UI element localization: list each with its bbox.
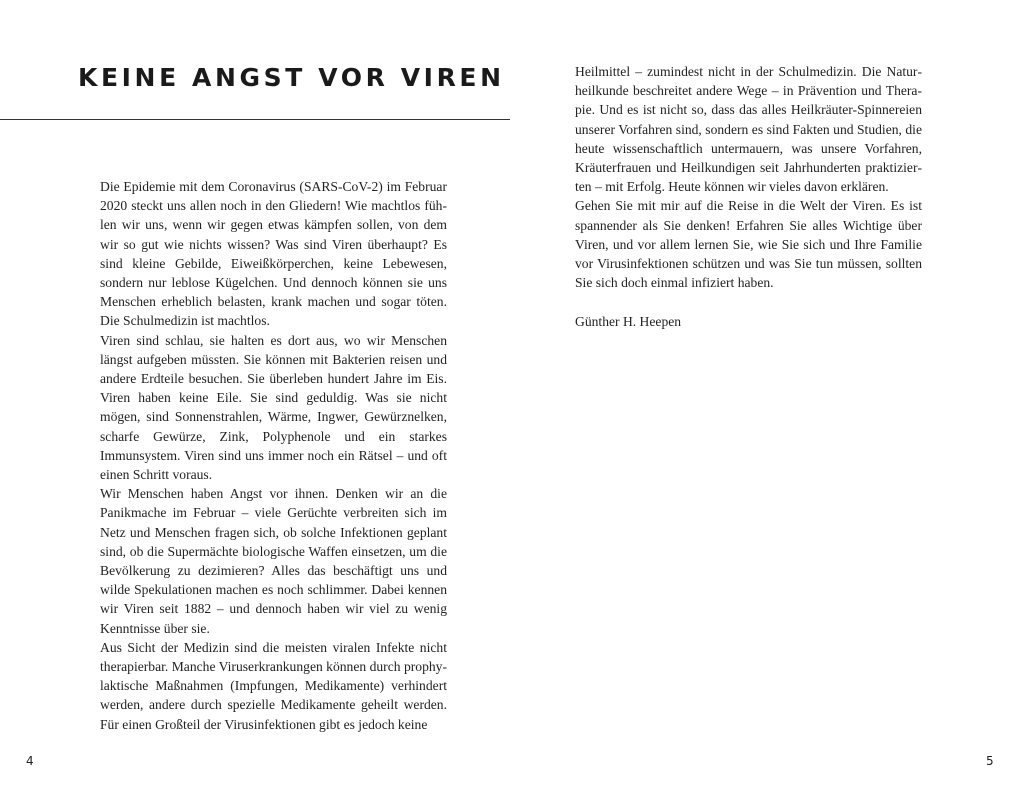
paragraph: Viren sind schlau, sie halten es dort aus, wo wir Menschen längst aufgeben müssten. Sie können mit Bakterien reisen und andere Erdteile besuchen. Sie überleben hundert Jahre im Eis. Viren haben keine Eile. Sie sind geduldig. Was sie nicht mögen, sind Sonnenstrahlen, Wärme, Ingwer, Gewürznelken, scharfe Gewürze, Zink, Polyphenole und ein starkes Immunsystem. Viren sind uns immer noch ein Rätsel – und oft einen Schritt voraus. xyxy=(100,332,447,483)
page-number: 4 xyxy=(26,754,34,768)
chapter-title: KEINE ANGST VOR VIREN xyxy=(78,63,505,92)
paragraph: Die Epidemie mit dem Coronavirus (SARS-CoV-2) im Februar 2020 steckt uns allen noch in den Gliedern! Wie machtlos fühlen wir uns, wenn wir gegen etwas kämpfen sollen, von dem wir so gut wie nichts wissen? Was sind Viren überhaupt? Es sind kleine Gebilde, Eiweißkörperchen, keine Lebewesen, sondern nur leblose Kügelchen. Und dennoch können sie uns Menschen erheblich belasten, krank machen und sogar töten. Die Schulmedizin ist machtlos. xyxy=(100,179,447,329)
author-signature: Günther H. Heepen xyxy=(575,313,682,329)
paragraph: Wir Menschen haben Angst vor ihnen. Denken wir an die Panikmache im Februar – viele Gerüchte verbreiten sich im Netz und Menschen fragen sich, ob solche Infektionen geplant sind, ob die Supermächte biologische Waffen einsetzen, um die Bevölkerung zu dezimieren? Alles das beschäftigt uns und wilde Spekulationen machen es noch schlimmer. Dabei kennen wir Viren seit 1882 – und dennoch haben wir viel zu wenig Kenntnisse über sie. xyxy=(100,486,447,636)
paragraph: Gehen Sie mit mir auf die Reise in die Welt der Viren. Es ist spannender als Sie denken! Erfahren Sie alles Wichtige über Viren, und vor allem lernen Sie, wie Sie sich und Ihre Familie vor Virusinfektionen schützen und was Sie tun müssen, sollten Sie sich doch einmal infiziert haben. xyxy=(575,198,922,291)
paragraph: Heilmittel – zumindest nicht in der Schulmedizin. Die Naturheilkunde beschreitet andere Wege – in Prävention und Therapie. Und es ist nicht so, dass das alles Heilkräuter-Spinnereien unserer Vorfahren sind, sondern es sind Fakten und Studien, die heute wissenschaftlich untermauern, was unsere Vorfahren, Kräuterfrauen und Heilkundigen seit Jahrhunderten praktizierten – mit Erfolg. Heute können wir vieles davon erklären. xyxy=(575,64,922,195)
right-body-text xyxy=(575,62,922,331)
page-number: 5 xyxy=(986,754,994,768)
paragraph: Aus Sicht der Medizin sind die meisten viralen Infekte nicht therapierbar. Manche Viruserkrankungen können durch prophylaktische Maßnahmen (Impfungen, Medikamente) verhindert werden, andere durch spezielle Medikamente geheilt werden. Für einen Großteil der Virusinfektionen gibt es jedoch keine xyxy=(100,639,447,732)
title-divider xyxy=(0,119,510,120)
right-page xyxy=(510,0,1020,793)
left-body-text xyxy=(100,177,447,734)
